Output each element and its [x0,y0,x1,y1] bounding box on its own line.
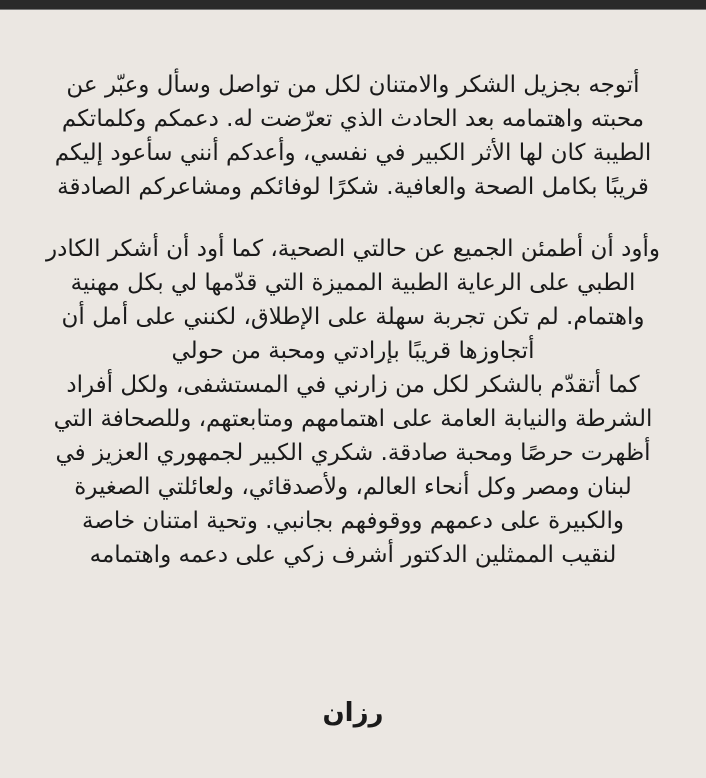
text-line: الشرطة والنيابة العامة على اهتمامهم ومتابعتهم، وللصحافة التي [53,406,653,432]
text-line: محبته واهتمامه بعد الحادث الذي تعرّضت له. دعمكم وكلماتكم [61,106,645,132]
paragraph-health-update [20,232,686,572]
text-line: قريبًا بكامل الصحة والعافية. شكرًا لوفائكم ومشاعركم الصادقة [57,174,649,200]
text-line: الطبي على الرعاية الطبية المميزة التي قدّمها لي بكل مهنية [70,270,636,296]
text-line: وأود أن أطمئن الجميع عن حالتي الصحية، كما أود أن أشكر الكادر [46,236,660,262]
text-line: والكبيرة على دعمهم ووقوفهم بجانبي. وتحية امتنان خاصة [82,508,624,534]
signature: رزان [322,698,384,728]
top-border [0,0,706,10]
text-line: كما أتقدّم بالشكر لكل من زارني في المستشفى، ولكل أفراد [66,372,640,398]
text-line: الطيبة كان لها الأثر الكبير في نفسي، وأعدكم أنني سأعود إليكم [54,140,652,166]
text-line: لنقيب الممثلين الدكتور أشرف زكي على دعمه واهتمامه [89,542,617,568]
text-line: لبنان ومصر وكل أنحاء العالم، ولأصدقائي، ولعائلتي الصغيرة [74,474,632,500]
text-line: أظهرت حرصًا ومحبة صادقة. شكري الكبير لجمهوري العزيز في [55,440,651,466]
text-line: واهتمام. لم تكن تجربة سهلة على الإطلاق، لكنني على أمل أن [61,304,645,330]
text-line: أتوجه بجزيل الشكر والامتنان لكل من تواصل وسأل وعبّر عن [66,72,640,98]
statement-body [20,68,686,572]
paragraph-thanks [20,68,686,204]
text-line: أتجاوزها قريبًا بإرادتي ومحبة من حولي [171,338,535,364]
